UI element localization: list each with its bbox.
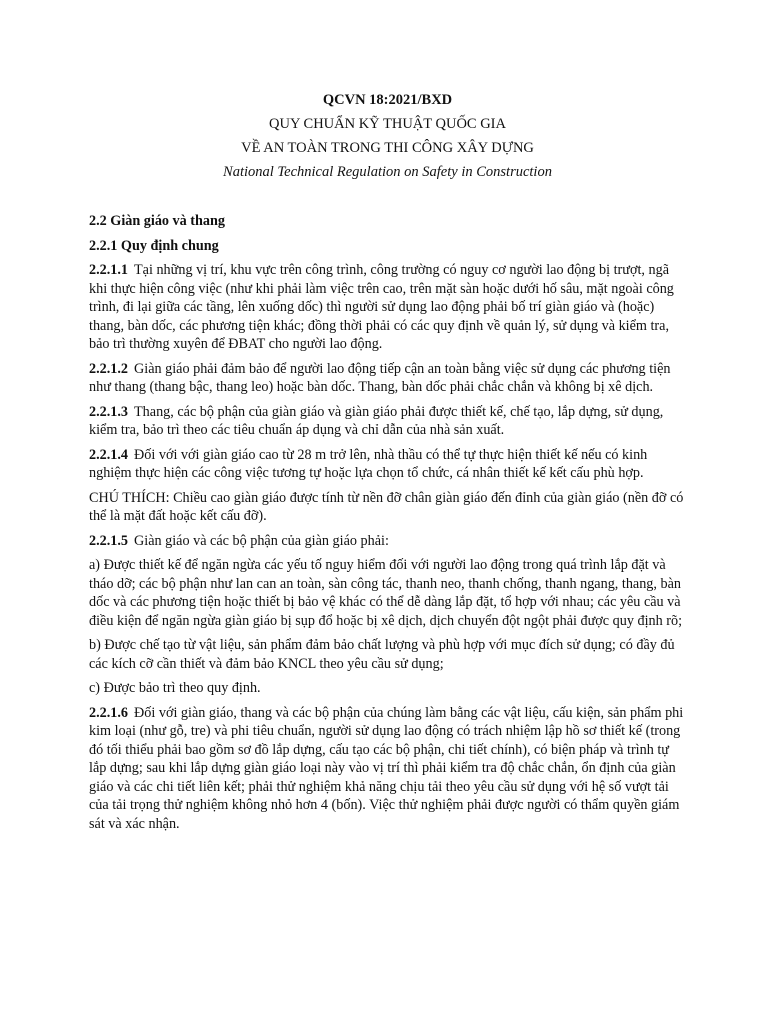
document-header [89,90,686,182]
subsection-title: 2.2.1 Quy định chung [89,237,219,254]
note-paragraph [89,489,686,526]
paragraph-text: Thang, các bộ phận của giàn giáo và giàn giáo phải được thiết kế, chế tạo, lắp dựng, sử dụng, kiểm tra, bảo trì theo các tiêu chuẩn áp dụng và chỉ dẫn của nhà sản xuất. [89,403,664,438]
paragraph-2-2-1-1 [89,261,686,354]
paragraph-text: b) Được chế tạo từ vật liệu, sản phẩm đảm bảo chất lượng và phù hợp với mục đích sử dụng; có đầy đủ các kích cỡ cần thiết và đảm bảo KNCL theo yêu cầu sử dụng; [89,637,675,672]
regulation-title-line-2: VỀ AN TOÀN TRONG THI CÔNG XÂY DỰNG [241,140,534,156]
paragraph-number: 2.2.1.3 [89,403,129,420]
regulation-code: QCVN 18:2021/BXD [322,92,453,108]
paragraph-text: Tại những vị trí, khu vực trên công trình, công trường có nguy cơ người lao động bị trượt, ngã khi thực hiện công việc (như khi phải làm việc trên cao, trên mặt sàn hoặc dưới hố sâu, mặt ngoài công trình, đi lại giữa các tầng, lên xuống dốc) thì người sử dụng lao động phải bố trí giàn giáo và (hoặc) thang, bàn dốc, các phương tiện khác; đồng thời phải có các quy định về quản lý, sử dụng và kiểm tra, bảo trì thường xuyên để ĐBAT cho người lao động. [89,262,674,352]
paragraph-text: Đối với với giàn giáo cao từ 28 m trở lên, nhà thầu có thể tự thực hiện thiết kế nếu có kinh nghiệm thực hiện các công việc tương tự hoặc lựa chọn tổ chức, cá nhân thiết kế kết cấu phù hợp. [89,446,648,481]
paragraph-2-2-1-2 [89,360,686,397]
paragraph-number: 2.2.1.4 [89,446,129,463]
paragraph-2-2-1-6 [89,704,686,834]
paragraph-number: 2.2.1.1 [89,262,129,278]
paragraph-2-2-1-5 [89,532,686,551]
paragraph-text: Giàn giáo và các bộ phận của giàn giáo phải: [134,532,389,549]
paragraph-text: Đối với giàn giáo, thang và các bộ phận của chúng làm bằng các vật liệu, cấu kiện, sản phẩm phi kim loại (như gỗ, tre) và phi tiêu chuẩn, người sử dụng lao động có trách nhiệm lập hồ sơ thiết kế (trong đó tối thiểu phải bao gồm sơ đồ lắp dựng, cấu tạo các bộ phận, chi tiết chính), có biện pháp và trình tự lắp dựng; sau khi lắp dựng giàn giáo loại này vào vị trí thì phải kiểm tra độ chắc chắn, ổn định của giàn giáo và các chi tiết liên kết; phải thử nghiệm khả năng chịu tải theo yêu cầu sử dụng với hệ số vượt tải của tải trọng thử nghiệm không nhỏ hơn 4 (bốn). Việc thử nghiệm phải được người có thẩm quyền giám sát và xác nhận. [89,704,684,832]
paragraph-2-2-1-3 [89,403,686,440]
list-item-b [89,636,686,673]
paragraph-number: 2.2.1.6 [89,704,129,721]
paragraph-text: c) Được bảo trì theo quy định. [89,680,261,696]
paragraph-text: a) Được thiết kế để ngăn ngừa các yếu tố nguy hiểm đối với người lao động trong quá trình lắp đặt và tháo dỡ; các bộ phận như lan can an toàn, sàn công tác, thanh neo, thanh chống, thanh ngang, thang, bàn dốc và các phương tiện hoặc thiết bị bảo vệ khác có thể dễ dàng lắp đặt, tổ hợp với nhau; các yêu cầu và điều kiện để ngăn ngừa giàn giáo bị sụp đổ hoặc bị xê dịch, dịch chuyển đột ngột phải được quy định rõ; [89,557,683,629]
regulation-title-english: National Technical Regulation on Safety in Construction [223,164,552,180]
paragraph-2-2-1-4 [89,446,686,483]
paragraph-number: 2.2.1.2 [89,360,129,377]
list-item-a [89,556,686,630]
paragraph-text: Giàn giáo phải đảm bảo để người lao động tiếp cận an toàn bằng việc sử dụng các phương tiện như thang (thang bậc, thang leo) hoặc bàn dốc. Thang, bàn dốc phải chắc chắn và không bị xê dịch. [89,360,671,395]
regulation-title-line-1: QUY CHUẨN KỸ THUẬT QUỐC GIA [269,116,506,132]
paragraph-text: CHÚ THÍCH: Chiều cao giàn giáo được tính từ nền đỡ chân giàn giáo đến đỉnh của giàn giáo (nền đỡ có thể là mặt đất hoặc kết cấu đỡ). [89,489,684,524]
section-title: 2.2 Giàn giáo và thang [89,213,225,229]
list-item-c [89,679,686,698]
paragraph-number: 2.2.1.5 [89,532,129,549]
